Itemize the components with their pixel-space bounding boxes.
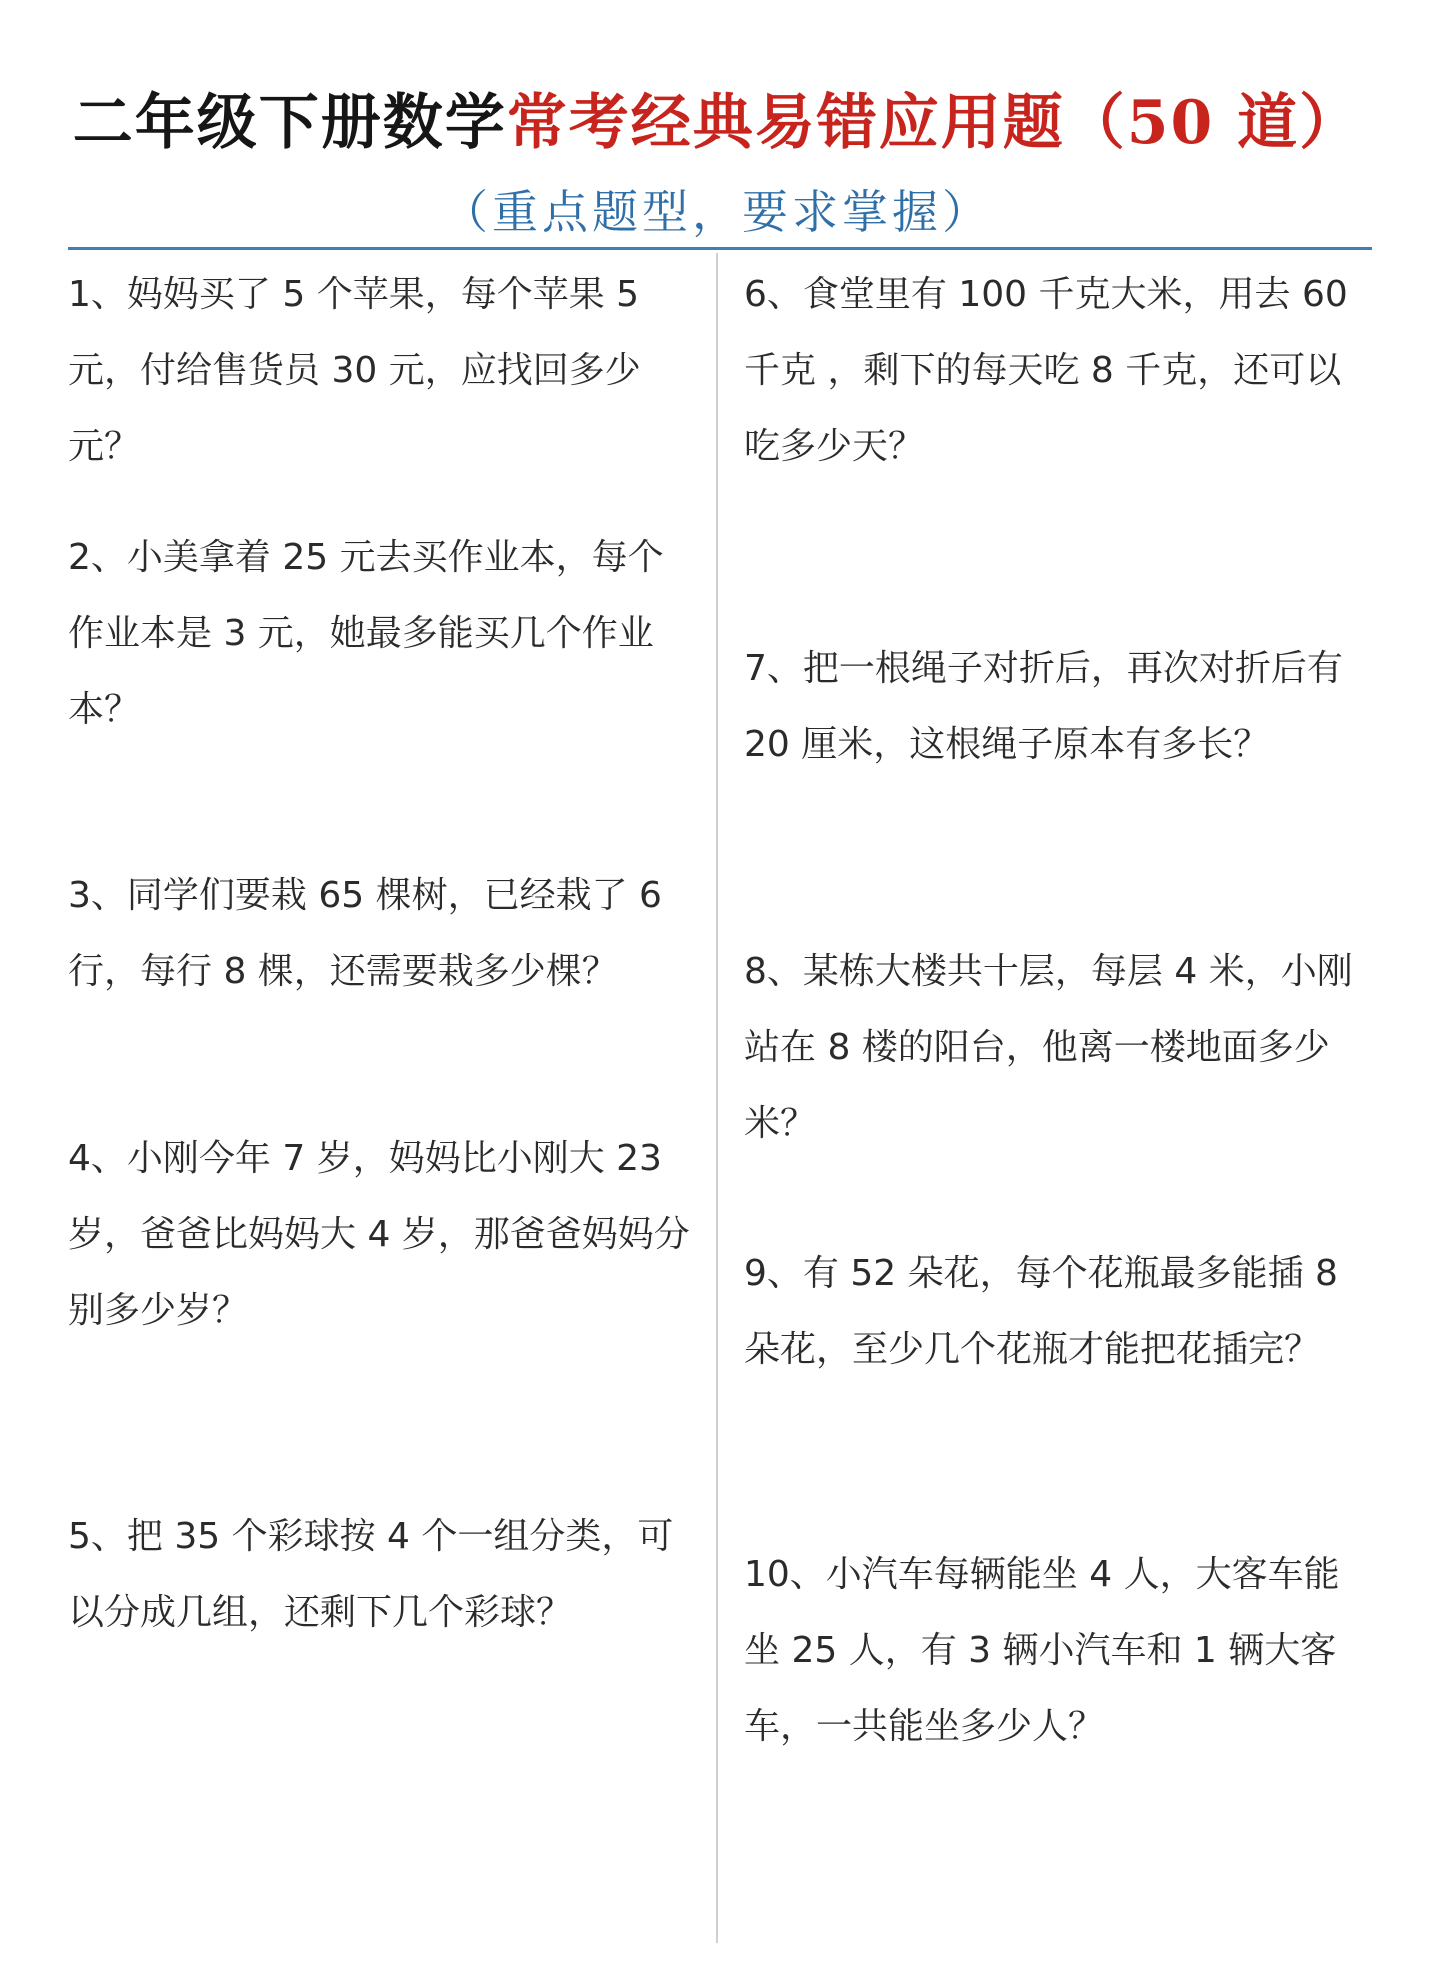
question-2: 2、小美拿着 25 元去买作业本，每个作业本是 3 元，她最多能买几个作业本？ — [68, 537, 664, 730]
question-1: 1、妈妈买了 5 个苹果，每个苹果 5 元，付给售货员 30 元，应找回多少元？ — [68, 274, 641, 467]
column-divider — [716, 253, 718, 1943]
page-title — [0, 78, 1434, 168]
question-3: 3、同学们要栽 65 棵树，已经栽了 6 行，每行 8 棵，还需要栽多少棵？ — [68, 875, 662, 992]
question-7: 7、把一根绳子对折后，再次对折后有 20 厘米，这根绳子原本有多长？ — [744, 648, 1343, 765]
question-6: 6、食堂里有 100 千克大米，用去 60 千克 ，剩下的每天吃 8 千克，还可以吃多少天？ — [744, 274, 1348, 467]
question-9: 9、有 52 朵花，每个花瓶最多能插 8 朵花，至少几个花瓶才能把花插完？ — [744, 1253, 1338, 1370]
question-10: 10、小汽车每辆能坐 4 人，大客车能坐 25 人，有 3 辆小汽车和 1 辆大客车，一共能坐多少人？ — [744, 1554, 1340, 1747]
page-subtitle: （重点题型，要求掌握） — [442, 185, 992, 239]
question-5: 5、把 35 个彩球按 4 个一组分类，可以分成几组，还剩下几个彩球？ — [68, 1516, 674, 1633]
header-rule — [68, 247, 1372, 250]
question-4: 4、小刚今年 7 岁，妈妈比小刚大 23 岁，爸爸比妈妈大 4 岁，那爸爸妈妈分别多少岁？ — [68, 1138, 690, 1331]
question-8: 8、某栋大楼共十层，每层 4 米，小刚站在 8 楼的阳台，他离一楼地面多少米？ — [744, 951, 1353, 1144]
title-prefix: 二年级下册数学 — [72, 88, 507, 158]
title-highlight: 常考经典易错应用题（50 道） — [506, 88, 1362, 158]
